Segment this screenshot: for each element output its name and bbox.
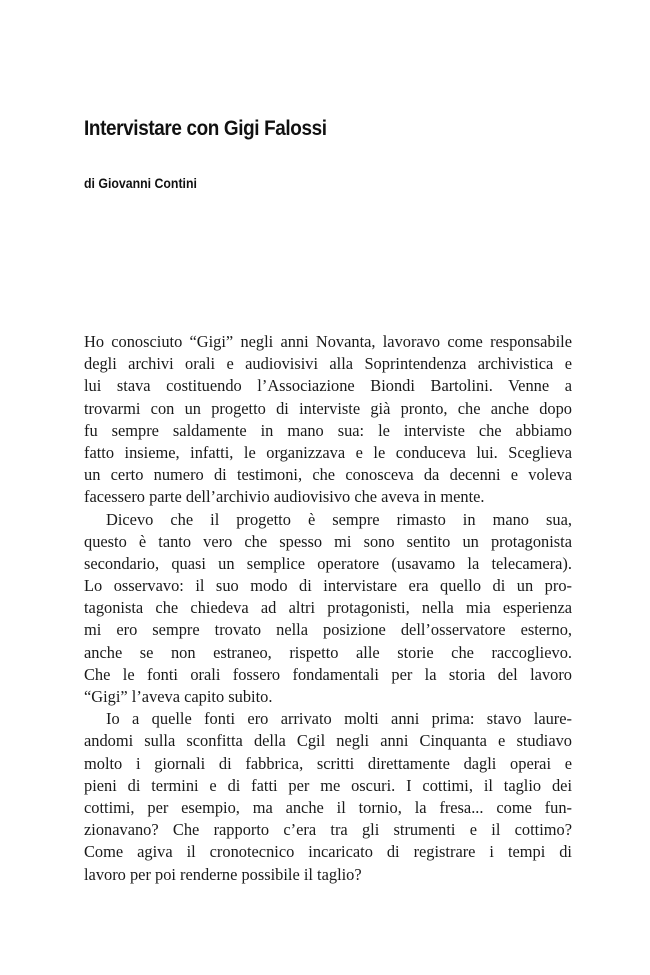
text-line: lavoro per poi renderne possibile il taglio?: [84, 864, 362, 884]
text-line: tagonista che chiedeva ad altri protagonisti, nella mia esperienza: [84, 598, 572, 618]
text-line: facessero parte dell’archivio audiovisivo che aveva in mente.: [84, 487, 485, 507]
text-line: Io a quelle fonti ero arrivato molti anni prima: stavo laure-: [106, 709, 572, 729]
body-text: [84, 331, 572, 886]
text-line: questo è tanto vero che spesso mi sono sentito un protagonista: [84, 531, 572, 551]
text-line: un certo numero di testimoni, che conosceva da decenni e voleva: [84, 465, 572, 485]
chapter-author: di Giovanni Contini: [84, 175, 197, 191]
text-line: anche se non estraneo, rispetto alle storie che raccoglievo.: [84, 642, 572, 662]
paragraph: [84, 509, 572, 709]
text-line: “Gigi” l’aveva capito subito.: [84, 687, 273, 706]
text-line: degli archivi orali e audiovisivi alla Soprintendenza archivistica e: [84, 354, 572, 374]
text-line: zionavano? Che rapporto c’era tra gli strumenti e il cottimo?: [84, 820, 572, 840]
text-line: lui stava costituendo l’Associazione Biondi Bartolini. Venne a: [84, 376, 572, 396]
text-line: fu sempre saldamente in mano sua: le interviste che abbiamo: [84, 420, 572, 440]
paragraph: [84, 331, 572, 509]
text-line: Dicevo che il progetto è sempre rimasto in mano sua,: [106, 509, 572, 529]
text-line: mi ero sempre trovato nella posizione dell’osservatore esterno,: [84, 620, 572, 640]
chapter-title: Intervistare con Gigi Falossi: [84, 117, 327, 140]
text-line: andomi sulla sconfitta della Cgil negli anni Cinquanta e studiavo: [84, 731, 572, 751]
text-line: cottimi, per esempio, ma anche il tornio, la fresa... come fun-: [84, 797, 572, 817]
paragraph: [84, 708, 572, 886]
text-line: molto i giornali di fabbrica, scritti direttamente dagli operai e: [84, 753, 572, 773]
text-line: fatto insieme, infatti, le organizzava e le conduceva lui. Sceglieva: [84, 442, 572, 462]
text-line: trovarmi con un progetto di interviste già pronto, che anche dopo: [84, 398, 572, 418]
text-line: secondario, quasi un semplice operatore (usavamo la telecamera).: [84, 553, 572, 573]
text-line: Che le fonti orali fossero fondamentali per la storia del lavoro: [84, 664, 572, 684]
text-line: Come agiva il cronotecnico incaricato di registrare i tempi di: [84, 842, 572, 862]
text-line: Lo osservavo: il suo modo di intervistare era quello di un pro-: [84, 576, 572, 596]
text-line: Ho conosciuto “Gigi” negli anni Novanta, lavoravo come responsabile: [84, 332, 572, 351]
text-line: pieni di termini e di fatti per me oscuri. I cottimi, il taglio dei: [84, 775, 572, 795]
